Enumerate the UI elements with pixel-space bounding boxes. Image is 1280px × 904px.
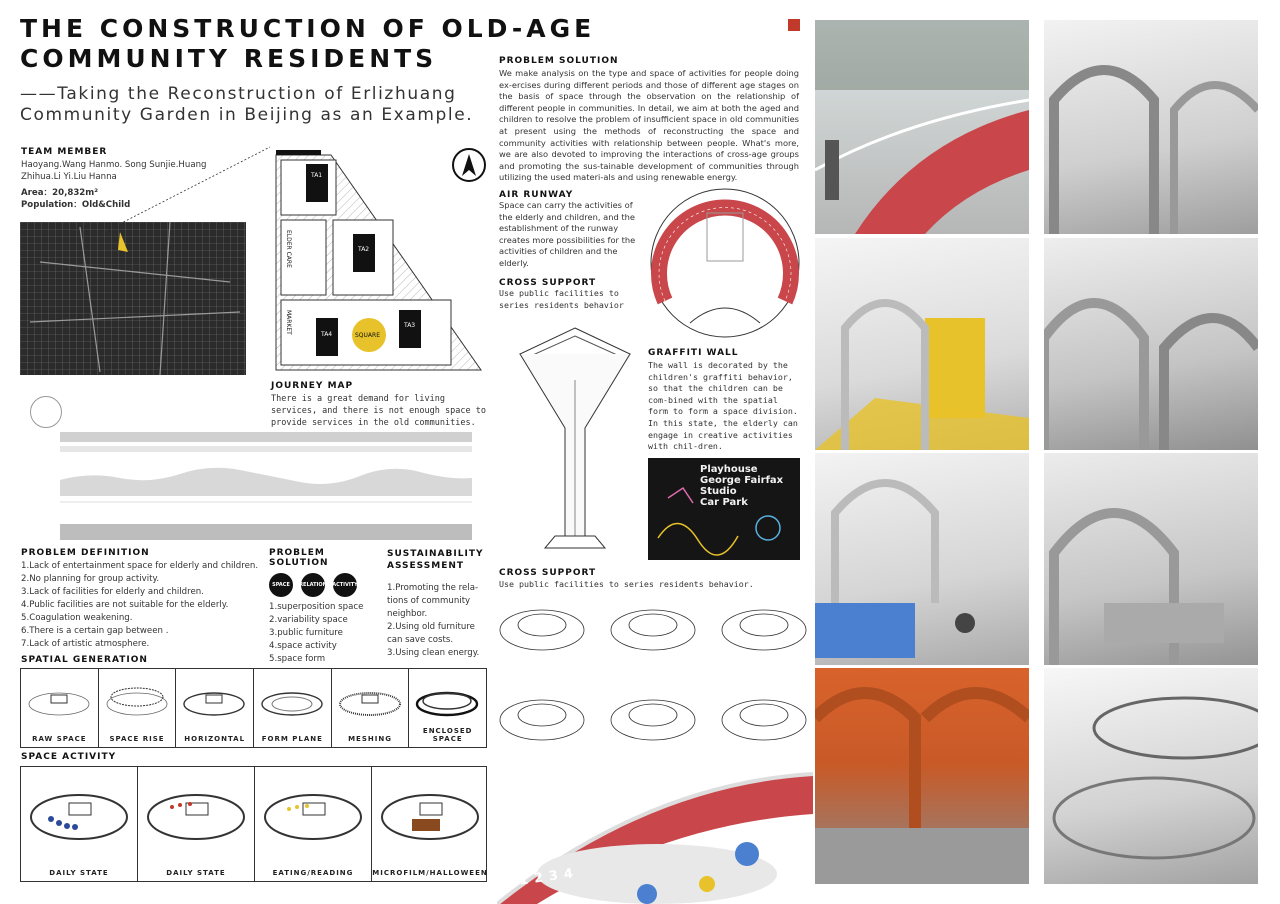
persona-avatar	[30, 396, 62, 428]
graffiti-sign-line: George Fairfax Studio	[700, 475, 784, 497]
graffiti-sign-line: Car Park	[700, 497, 748, 508]
lane-number: 3	[548, 868, 560, 885]
site-label-elder-care: ELDER CARE	[285, 230, 292, 268]
tag-relation: RELATION	[301, 573, 325, 597]
render-arches-3-drawing	[1044, 453, 1258, 665]
list-item: 3.Lack of facilities for elderly and children.	[21, 587, 204, 597]
spatial-generation-row	[20, 668, 487, 748]
journey-text: There is a great demand for living services, and there is not enough space to provide services in the old communities.	[271, 394, 486, 428]
activity-label: DAILY STATE	[166, 869, 226, 877]
problem-solution-text: We make analysis on the type and space of activities for people doing ex-ercises during different periods and those of different age stages on the basis of space through the observation on the relationship of different people in communities. In detail, we aim at both the aged and children to resolve the problem of insufficient space in old communities at present using the methods of reconstructing the space and community activities with relationship between people. What's more, we are also devoted to improving the interactions of cross-age groups and promoting the sus-tainable development of communities through utilizing the used materi-als and using renewable energy.	[499, 68, 799, 183]
space-activity-row	[20, 766, 487, 882]
spatial-label: SPACE RISE	[109, 735, 165, 743]
render-arches-3	[1044, 453, 1258, 665]
render-spiral-ramp-drawing	[1044, 668, 1258, 884]
city-map-texture	[20, 222, 246, 375]
spatial-generation-heading: SPATIAL GENERATION	[21, 655, 148, 665]
map-pointer-lines	[100, 145, 280, 235]
spatial-cell	[332, 669, 410, 747]
chalk-doodles	[648, 458, 800, 560]
site-label-ta1: TA1	[311, 172, 323, 179]
lane-number: 1	[518, 872, 530, 889]
graffiti-wall	[648, 348, 800, 453]
journey-chart	[60, 432, 486, 544]
column-isometric	[505, 318, 645, 563]
site-label-square: SQUARE	[355, 332, 380, 339]
render-graffiti-scene	[815, 238, 1029, 450]
journey-chart-drawing	[60, 432, 486, 544]
page-subtitle: ——Taking the Reconstruction of Erlizhuang Community Garden in Beijing as an Example.	[20, 84, 474, 125]
render-arches-1-drawing	[1044, 20, 1258, 234]
list-item: 2.No planning for group activity.	[21, 574, 160, 584]
site-label-ta3: TA3	[404, 322, 416, 329]
cross-support-2-heading: CROSS SUPPORT	[499, 568, 597, 578]
cross-support-2-text: Use public facilities to series residents behavior.	[499, 579, 754, 589]
render-orange-columns	[815, 668, 1029, 884]
render-arches-1	[1044, 20, 1258, 234]
tag-space: SPACE	[269, 573, 293, 597]
list-item: 1.Promoting the rela-tions of community neighbor.	[387, 583, 479, 619]
graffiti-photo	[648, 458, 800, 560]
spatial-label: FORM PLANE	[261, 735, 323, 743]
list-item: 6.There is a certain gap between .	[21, 626, 169, 636]
render-arches-2	[1044, 238, 1258, 450]
list-item: 5.Coagulation weakening.	[21, 613, 133, 623]
spatial-label: RAW SPACE	[32, 735, 87, 743]
list-item: 5.space form	[269, 654, 326, 664]
problem-definition-heading: PROBLEM DEFINITION	[21, 548, 150, 558]
list-item: 2.Using old furniture can save costs.	[387, 622, 475, 645]
render-orange-columns-drawing	[815, 668, 1029, 884]
cross-support	[499, 278, 639, 311]
site-label-ta4: TA4	[321, 331, 333, 338]
spatial-label: MESHING	[348, 735, 392, 743]
city-map	[20, 222, 246, 375]
air-runway-heading: AIR RUNWAY	[499, 190, 574, 200]
cross-support-2	[499, 568, 799, 590]
problem-definition-list	[21, 560, 266, 651]
render-seating-scene	[815, 453, 1029, 665]
list-item: 1.superposition space	[269, 602, 364, 612]
area-value: Area：20,832m²	[21, 188, 98, 198]
list-item: 7.Lack of artistic atmosphere.	[21, 639, 150, 649]
furniture-grid	[497, 595, 809, 755]
problem-definition	[21, 548, 266, 651]
graffiti-sign-line: Playhouse	[700, 464, 758, 475]
problem-solution-heading: PROBLEM SOLUTION	[499, 56, 619, 66]
runway-plan	[645, 183, 805, 343]
spatial-label: ENCLOSED SPACE	[422, 727, 473, 743]
lane-number: 4	[562, 866, 574, 883]
activity-cell	[372, 767, 488, 881]
activity-cell	[138, 767, 255, 881]
lane-number: 2	[533, 870, 545, 887]
space-activity-heading: SPACE ACTIVITY	[21, 752, 117, 762]
problem-solution-small	[269, 548, 379, 666]
spatial-cell	[176, 669, 254, 747]
page-title: THE CONSTRUCTION OF OLD-AGE COMMUNITY RESIDENTS	[20, 14, 596, 73]
site-plan	[271, 150, 486, 372]
render-runway-people-drawing	[815, 20, 1029, 234]
graffiti-text: The wall is decorated by the children's graffiti behavior, so that the children can be com-bined with the spatial form to form a space division. In this state, the elderly can engage in creative activities with chil-dren.	[648, 360, 798, 452]
spatial-cell	[409, 669, 486, 747]
problem-solution-list	[269, 601, 379, 666]
sustainability	[387, 548, 487, 660]
journey-block	[271, 381, 487, 429]
activity-cell	[21, 767, 138, 881]
render-seating-scene-drawing	[815, 453, 1029, 665]
air-runway-text: Space can carry the activities of the elderly and children, and the establishment of the runway creates more possibilities for the activities of children and the elderly.	[499, 200, 636, 268]
sustainability-heading: SUSTAINABILITY ASSESSMENT	[387, 549, 484, 571]
journey-heading: JOURNEY MAP	[271, 381, 354, 391]
site-label-ta2: TA2	[358, 246, 370, 253]
activity-cell	[255, 767, 372, 881]
activity-label: DAILY STATE	[49, 869, 109, 877]
air-runway	[499, 190, 639, 270]
render-arches-2-drawing	[1044, 238, 1258, 450]
list-item: 3.public furniture	[269, 628, 343, 638]
spatial-cell	[254, 669, 332, 747]
graffiti-heading: GRAFFITI WALL	[648, 348, 739, 358]
cross-support-heading: CROSS SUPPORT	[499, 278, 597, 288]
spatial-cell	[21, 669, 99, 747]
spatial-cell	[99, 669, 177, 747]
problem-solution-small-heading: PROBLEM SOLUTION	[269, 548, 329, 568]
sustainability-list	[387, 582, 487, 660]
render-spiral-ramp	[1044, 668, 1258, 884]
list-item: 4.space activity	[269, 641, 337, 651]
cross-support-text: Use public facilities to series residents behavior	[499, 288, 624, 310]
render-graffiti-scene-drawing	[815, 238, 1029, 450]
tag-activity: ACTIVITY	[333, 573, 357, 597]
list-item: 1.Lack of entertainment space for elderly and children.	[21, 561, 259, 571]
team-members-2: Zhihua.Li Yi.Liu Hanna	[21, 172, 117, 182]
site-label-market: MARKET	[285, 310, 292, 335]
render-runway-people	[815, 20, 1029, 234]
list-item: 3.Using clean energy.	[387, 648, 480, 658]
activity-label: MICROFILM/HALLOWEEN	[372, 869, 488, 877]
problem-solution	[499, 56, 799, 184]
spatial-label: HORIZONTAL	[184, 735, 246, 743]
solution-tags	[269, 573, 379, 597]
runway-render	[497, 744, 813, 904]
activity-label: EATING/READING	[272, 869, 354, 877]
list-item: 4.Public facilities are not suitable for the elderly.	[21, 600, 229, 610]
population-value: Population：Old&Child	[21, 200, 131, 210]
team-members-1: Haoyang.Wang Hanmo. Song Sunjie.Huang	[21, 160, 207, 170]
accent-mark	[788, 19, 800, 31]
list-item: 2.variability space	[269, 615, 348, 625]
team-heading: TEAM MEMBER	[21, 147, 108, 157]
